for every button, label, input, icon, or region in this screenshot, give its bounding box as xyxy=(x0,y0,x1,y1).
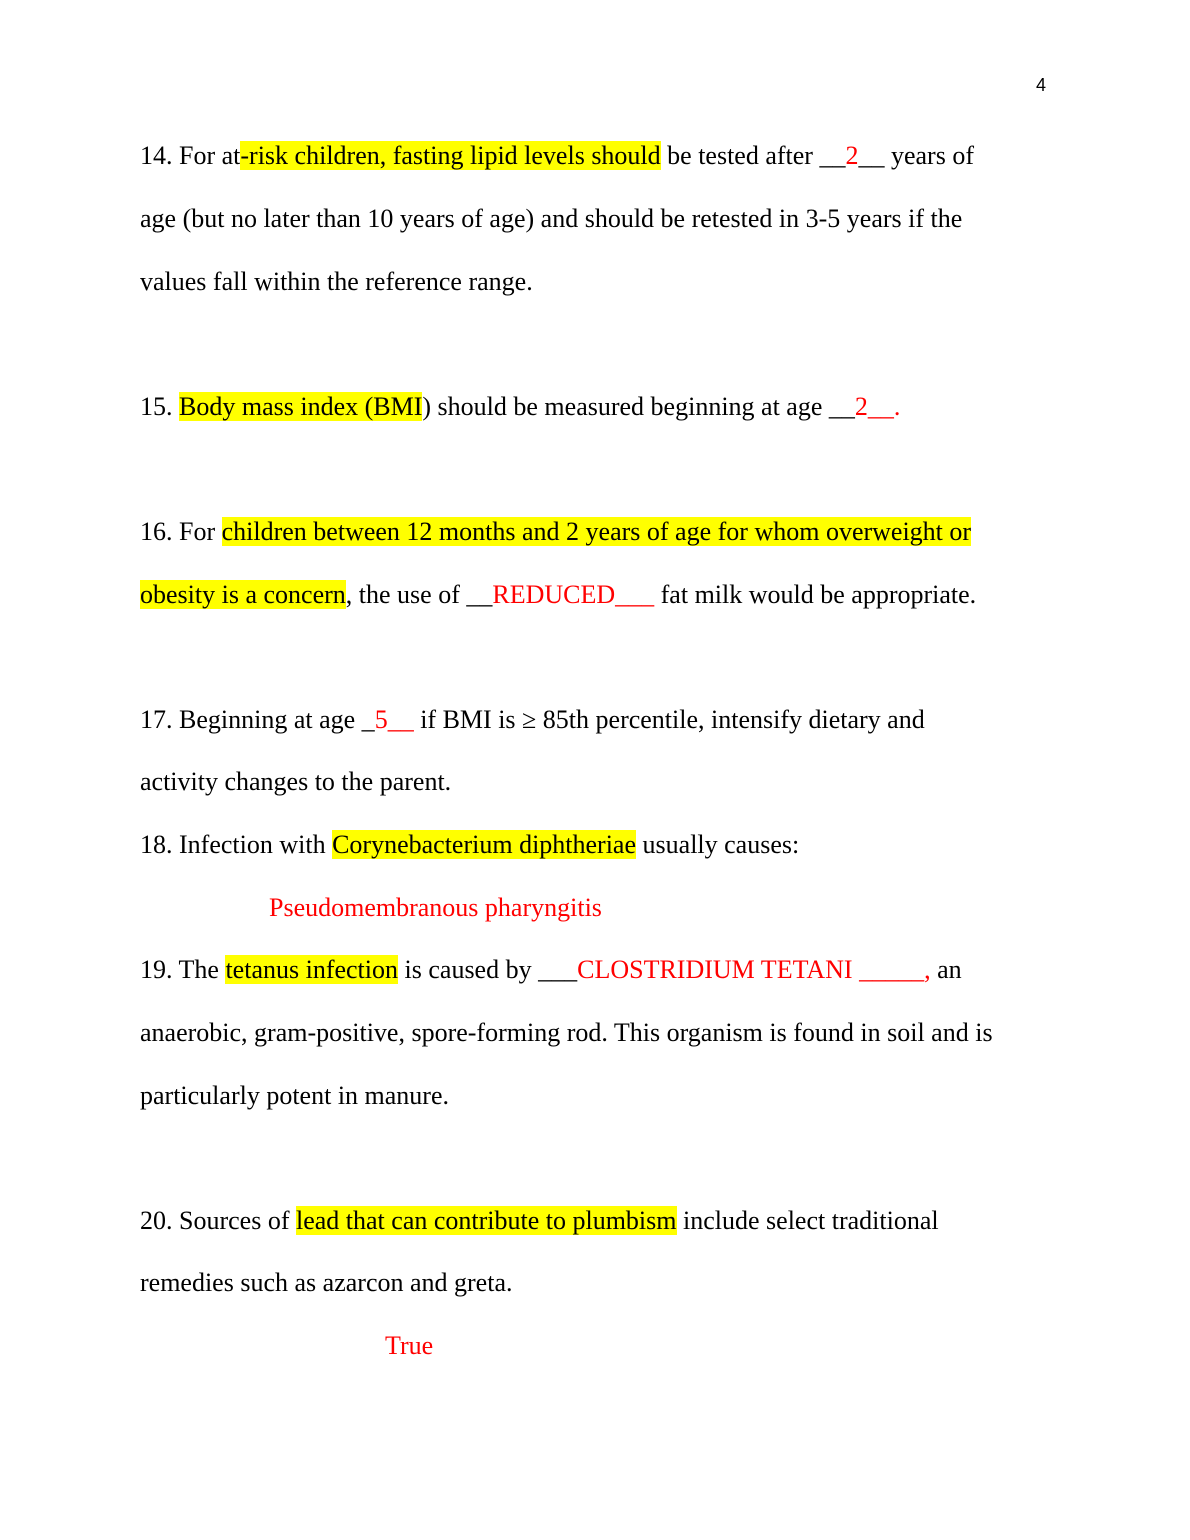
q20-text-b: include select traditional xyxy=(676,1206,939,1235)
q19-highlight: tetanus infection xyxy=(225,955,399,984)
question-18-line-1 xyxy=(140,829,799,861)
question-19-line-2: anaerobic, gram-positive, spore-forming rod. This organism is found in soil and is xyxy=(140,1018,993,1047)
question-17-line-2: activity changes to the parent. xyxy=(140,767,452,796)
q18-highlight: Corynebacterium diphtheriae xyxy=(332,830,637,859)
question-20-line-1 xyxy=(140,1205,939,1237)
question-14-line-3: values fall within the reference range. xyxy=(140,267,533,296)
q16-text-a: 16. For xyxy=(140,517,222,546)
q18-text-a: 18. Infection with xyxy=(140,830,333,859)
q16-text-b: , the use of __ xyxy=(345,580,493,609)
page-number: 4 xyxy=(1036,75,1047,95)
question-14-line-2: age (but no later than 10 years of age) and should be retested in 3-5 years if the xyxy=(140,204,963,233)
q17-text-a: 17. Beginning at age _ xyxy=(140,705,375,734)
question-16-line-2 xyxy=(140,579,976,611)
q19-text-b: is caused by ___ xyxy=(398,955,578,984)
q15-text-b: ) should be measured beginning at age __ xyxy=(422,392,855,421)
q17-text-b: if BMI is ≥ 85th percentile, intensify dietary and xyxy=(413,705,925,734)
q18-answer: Pseudomembranous pharyngitis xyxy=(269,893,602,922)
q15-answer: 2__. xyxy=(854,392,901,421)
q20-answer: True xyxy=(385,1331,434,1360)
q16-text-c: fat milk would be appropriate. xyxy=(654,580,977,609)
q17-answer: 5__ xyxy=(374,705,414,734)
q20-text-a: 20. Sources of xyxy=(140,1206,296,1235)
question-19-line-1 xyxy=(140,954,962,986)
q16-answer: REDUCED___ xyxy=(492,580,655,609)
question-15-line-1 xyxy=(140,391,900,423)
q18-text-b: usually causes: xyxy=(636,830,800,859)
question-20-line-2: remedies such as azarcon and greta. xyxy=(140,1268,513,1297)
question-19-line-3: particularly potent in manure. xyxy=(140,1081,450,1110)
q14-text-a: 14. For at xyxy=(140,141,241,170)
q15-highlight: Body mass index (BMI xyxy=(179,392,423,421)
q14-highlight: -risk children, fasting lipid levels should xyxy=(240,141,661,170)
q19-text-c: an xyxy=(930,955,962,984)
q16-highlight-2: obesity is a concern xyxy=(140,580,346,609)
question-14-line-1 xyxy=(140,140,974,172)
q15-text-a: 15. xyxy=(140,392,179,421)
q16-highlight-1: children between 12 months and 2 years of age for whom overweight or xyxy=(221,517,972,546)
question-17-line-1 xyxy=(140,704,925,736)
q19-text-a: 19. The xyxy=(140,955,226,984)
question-16-line-1 xyxy=(140,516,971,548)
q14-text-c: __ years of xyxy=(858,141,974,170)
q20-highlight: lead that can contribute to plumbism xyxy=(295,1206,677,1235)
q14-answer: 2 xyxy=(845,141,859,170)
q14-text-b: be tested after __ xyxy=(660,141,846,170)
q19-answer: CLOSTRIDIUM TETANI _____, xyxy=(577,955,931,984)
